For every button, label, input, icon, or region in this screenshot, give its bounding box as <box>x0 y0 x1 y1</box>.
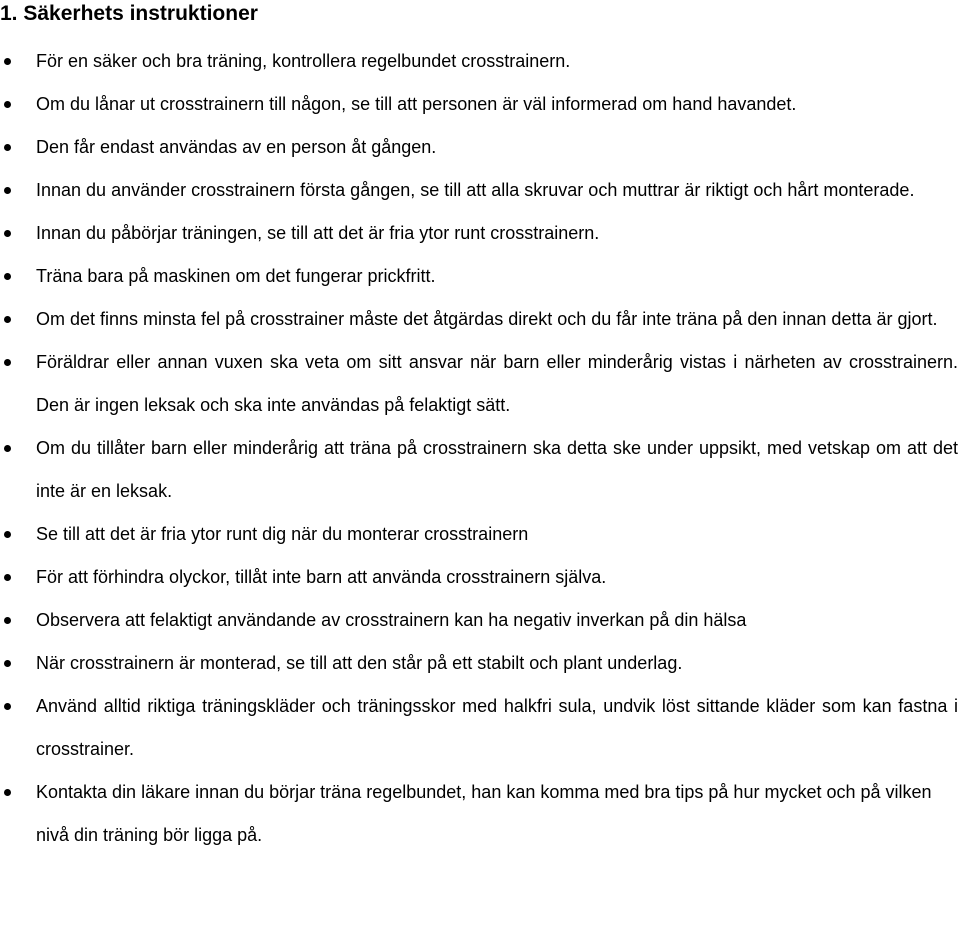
list-item-text: Om det finns minsta fel på crosstrainer måste det åtgärdas direkt och du får inte träna på den innan detta är gjort. <box>36 309 938 329</box>
list-item-text: Om du tillåter barn eller minderårig att träna på crosstrainern ska detta ske under uppsikt, med vetskap om att det inte är en leksak. <box>36 438 958 501</box>
list-item <box>0 599 960 642</box>
bullet-icon <box>4 273 11 280</box>
list-item <box>0 642 960 685</box>
list-item <box>0 83 960 126</box>
list-item-text: För att förhindra olyckor, tillåt inte barn att använda crosstrainern själva. <box>36 567 607 587</box>
list-item <box>0 212 960 255</box>
list-item <box>0 169 960 212</box>
bullet-icon <box>4 58 11 65</box>
list-item-text: Den får endast användas av en person åt gången. <box>36 137 437 157</box>
list-item <box>0 513 960 556</box>
bullet-icon <box>4 660 11 667</box>
bullet-icon <box>4 617 11 624</box>
bullet-icon <box>4 703 11 710</box>
list-item-text: Innan du påbörjar träningen, se till att det är fria ytor runt crosstrainern. <box>36 223 600 243</box>
list-item <box>0 126 960 169</box>
list-item-text: Använd alltid riktiga träningskläder och träningsskor med halkfri sula, undvik löst sittande kläder som kan fastna i crosstrainer. <box>36 696 958 759</box>
list-item-text: Föräldrar eller annan vuxen ska veta om sitt ansvar när barn eller minderårig vistas i närheten av crosstrainern. Den är ingen leksak och ska inte användas på felaktigt sätt. <box>36 352 958 415</box>
section-heading: 1. Säkerhets instruktioner <box>0 2 258 25</box>
bullet-icon <box>4 187 11 194</box>
list-item-text: Om du lånar ut crosstrainern till någon, se till att personen är väl informerad om hand havandet. <box>36 94 797 114</box>
list-item <box>0 427 960 513</box>
list-item <box>0 298 960 341</box>
bullet-icon <box>4 789 11 796</box>
list-item <box>0 685 960 771</box>
bullet-icon <box>4 445 11 452</box>
bullet-icon <box>4 230 11 237</box>
list-item <box>0 341 960 427</box>
list-item-text: Observera att felaktigt användande av crosstrainern kan ha negativ inverkan på din hälsa <box>36 610 747 630</box>
bullet-icon <box>4 574 11 581</box>
list-item-text: Träna bara på maskinen om det fungerar prickfritt. <box>36 266 436 286</box>
list-item <box>0 556 960 599</box>
bullet-icon <box>4 144 11 151</box>
safety-instructions-list <box>0 40 960 857</box>
list-item <box>0 771 960 857</box>
bullet-icon <box>4 531 11 538</box>
bullet-icon <box>4 316 11 323</box>
list-item-text: Se till att det är fria ytor runt dig när du monterar crosstrainern <box>36 524 529 544</box>
list-item-text: Innan du använder crosstrainern första gången, se till att alla skruvar och muttrar är riktigt och hårt monterade. <box>36 180 915 200</box>
bullet-icon <box>4 359 11 366</box>
list-item-text: Kontakta din läkare innan du börjar träna regelbundet, han kan komma med bra tips på hur mycket och på vilken nivå din träning bör ligga på. <box>36 782 932 845</box>
list-item <box>0 255 960 298</box>
bullet-icon <box>4 101 11 108</box>
list-item <box>0 40 960 83</box>
list-item-text: När crosstrainern är monterad, se till att den står på ett stabilt och plant underlag. <box>36 653 683 673</box>
list-item-text: För en säker och bra träning, kontrollera regelbundet crosstrainern. <box>36 51 571 71</box>
